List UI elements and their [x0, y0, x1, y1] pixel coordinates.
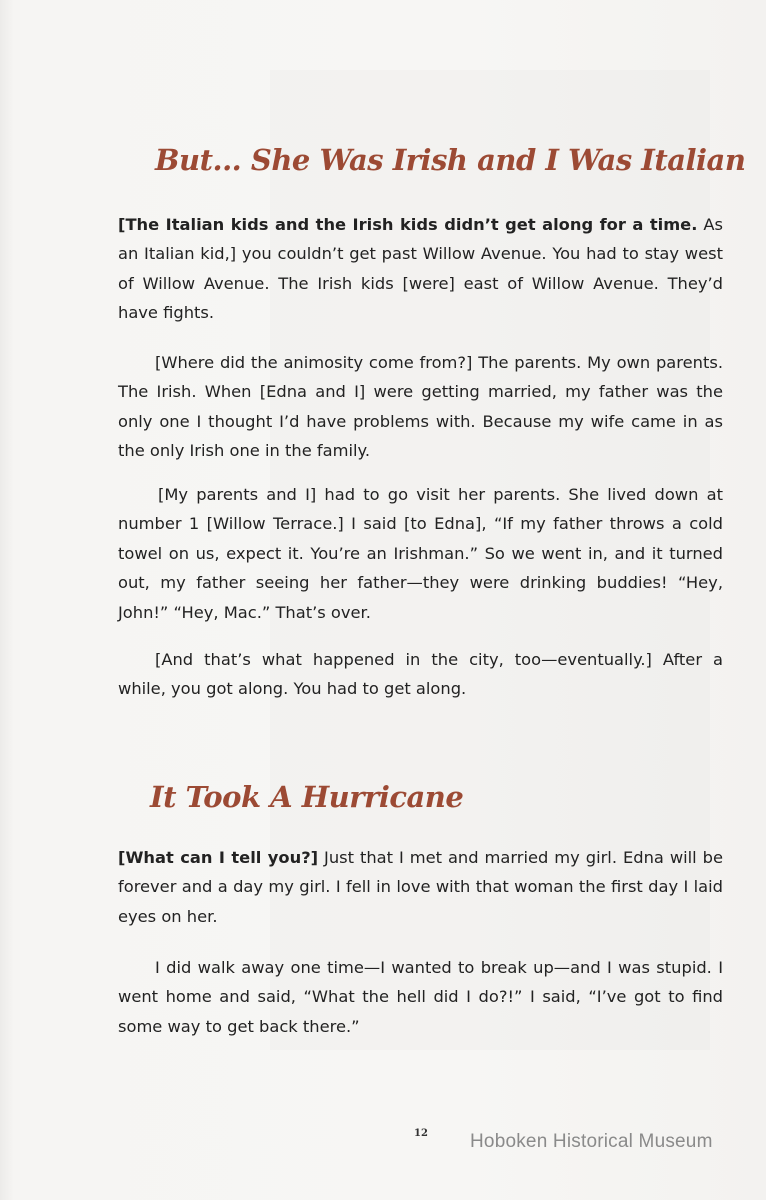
paragraph — [118, 843, 723, 931]
bold-lead: [What can I tell you?] — [118, 848, 319, 867]
paragraph: [And that’s what happened in the city, too—eventually.] After a while, you got along. You had to get along. — [118, 650, 723, 699]
paragraph: [Where did the animosity come from?] The parents. My own parents. The Irish. When [Edna and I] were getting married, my father was the only one I thought I’d have problems with. Because my wife came in as the only Irish one in the family. — [118, 353, 723, 461]
section-heading-hurricane: It Took A Hurricane — [150, 780, 464, 814]
paragraph: [My parents and I] had to go visit her parents. She lived down at number 1 [Willow Terrace.] I said [to Edna], “If my father throws a cold towel on us, expect it. You’re an Irishman.” So we went in, and it turned out, my father seeing her father—they were drinking buddies! “Hey, John!” “Hey, Mac.” That’s over. — [118, 485, 723, 622]
paragraph-text: As an Italian kid,] you couldn’t get past Willow Avenue. You had to stay west of Willow Avenue. The Irish kids [were] east of Willow Avenue. They’d have fights. — [118, 215, 723, 323]
watermark: Hoboken Historical Museum — [470, 1131, 713, 1152]
section-heading-irish-italian: But... She Was Irish and I Was Italian — [155, 143, 746, 177]
bold-lead: [The Italian kids and the Irish kids didn’t get along for a time. — [118, 215, 698, 234]
paragraph — [118, 210, 723, 328]
paragraph-text: Just that I met and married my girl. Edna will be forever and a day my girl. I fell in love with that woman the first day I laid eyes on her. — [118, 848, 724, 926]
paragraph: I did walk away one time—I wanted to break up—and I was stupid. I went home and said, “What the hell did I do?!” I said, “I’ve got to find some way to get back there.” — [118, 958, 723, 1036]
page-number: 12 — [414, 1128, 428, 1139]
